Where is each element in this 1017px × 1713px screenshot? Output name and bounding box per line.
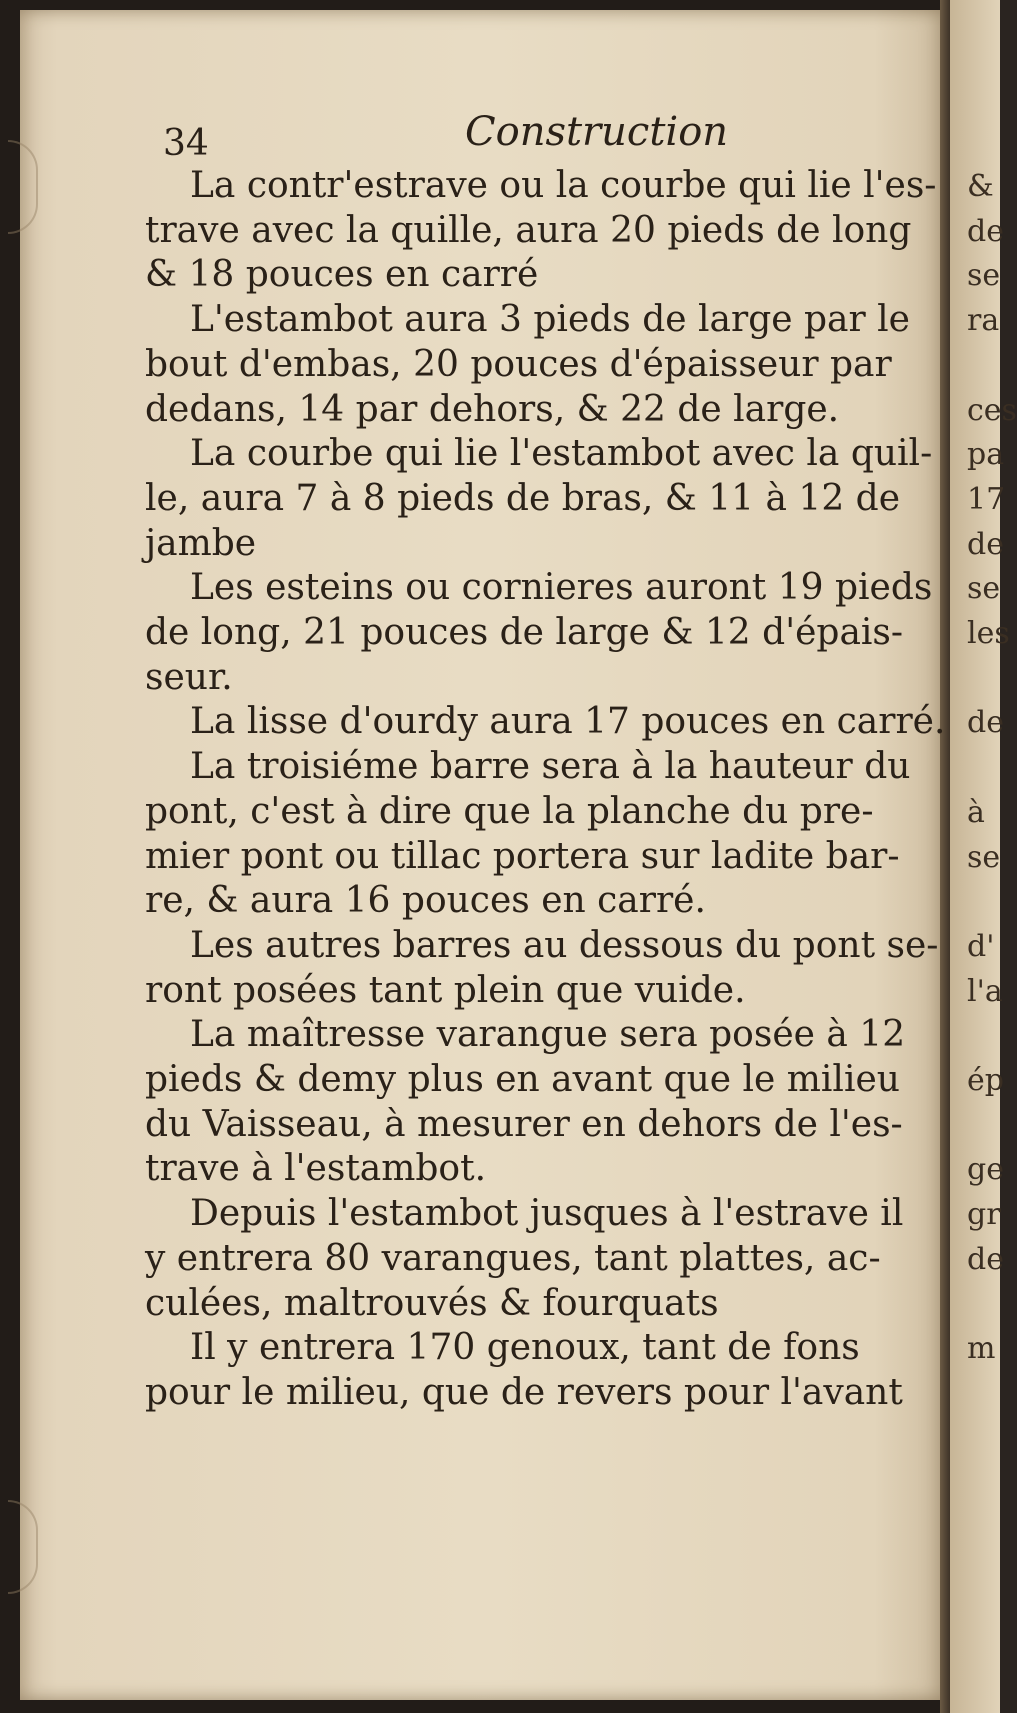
- right-page-fragment: [967, 1014, 1017, 1059]
- right-page-fragment: de: [967, 1241, 1004, 1277]
- right-page-fragments: [967, 165, 1017, 1372]
- text-line: Depuis l'estambot jusques à l'estrave il: [190, 1193, 904, 1235]
- paragraph: [145, 745, 935, 924]
- paragraph: [145, 924, 939, 1013]
- paragraph: [145, 1192, 935, 1326]
- text-line: Les esteins ou cornieres auront 19 pieds: [190, 567, 933, 609]
- text-line: & 18 pouces en carré: [145, 254, 539, 296]
- text-line: du Vaisseau, à mesurer en dehors de l'es-: [145, 1103, 903, 1145]
- paragraph: [145, 566, 935, 700]
- right-page-fragment: &: [967, 169, 994, 204]
- right-page-fragment: pa: [967, 437, 1005, 473]
- right-page-fragment: de: [967, 705, 1004, 741]
- page-header: [145, 110, 935, 164]
- text-line: Les autres barres au dessous du pont se-: [190, 924, 939, 966]
- right-page-fragment: d': [967, 928, 995, 964]
- paragraph: [145, 432, 935, 566]
- text-line: L'estambot aura 3 pieds de large par le: [190, 299, 910, 341]
- paragraph: [145, 700, 946, 745]
- text-line: La contr'estrave ou la courbe qui lie l'es-: [190, 165, 937, 206]
- paragraph: [145, 164, 935, 298]
- right-page-fragment: de: [967, 526, 1004, 562]
- right-page-fragment: [967, 657, 1017, 702]
- text-line: mier pont ou tillac portera sur ladite bar-: [145, 835, 900, 877]
- paragraph: [145, 298, 935, 432]
- text-line: ront posées tant plein que vuide.: [145, 969, 746, 1011]
- right-page-fragment: ces: [967, 392, 1017, 428]
- page-text-block: [145, 109, 946, 1416]
- text-line: seur.: [145, 656, 233, 698]
- right-page-fragment: [967, 880, 1017, 925]
- text-line: trave à l'estambot.: [145, 1148, 487, 1190]
- right-page-fragment: [967, 344, 1017, 389]
- right-page-fragment: [967, 1104, 1017, 1149]
- right-page-fragment: [967, 746, 1017, 791]
- paragraphs: [145, 164, 946, 1416]
- text-line: bout d'embas, 20 pouces d'épaisseur par: [145, 343, 892, 385]
- text-line: Il y entrera 170 genoux, tant de fons: [190, 1327, 860, 1369]
- text-line: de long, 21 pouces de large & 12 d'épais-: [145, 612, 904, 654]
- right-page-fragment: [967, 1283, 1017, 1328]
- page-number: 34: [163, 123, 209, 164]
- right-page-fragment: se: [967, 258, 1001, 294]
- right-page-fragment: à: [967, 794, 985, 830]
- text-line: jambe: [145, 522, 257, 564]
- text-line: pieds & demy plus en avant que le milieu: [145, 1059, 900, 1101]
- right-page-fragment: 17: [967, 481, 1006, 517]
- text-line: La lisse d'ourdy aura 17 pouces en carré.: [190, 701, 946, 743]
- text-line: La troisiéme barre sera à la hauteur du: [190, 746, 911, 788]
- right-page-fragment: se: [967, 839, 1001, 875]
- right-page-fragment: m: [967, 1331, 996, 1367]
- text-line: La courbe qui lie l'estambot avec la quil-: [190, 433, 933, 475]
- right-page-fragment: les: [967, 616, 1010, 652]
- right-page-fragment: gr: [967, 1197, 1001, 1233]
- text-line: dedans, 14 par dehors, & 22 de large.: [145, 388, 840, 430]
- right-page-fragment: ra: [967, 303, 1000, 339]
- text-line: culées, maltrouvés & fourquats: [145, 1282, 719, 1324]
- text-line: trave avec la quille, aura 20 pieds de long: [145, 209, 912, 251]
- right-page-fragment: de: [967, 213, 1004, 249]
- text-line: y entrera 80 varangues, tant plattes, ac-: [145, 1237, 881, 1279]
- paragraph: [145, 1013, 935, 1192]
- text-line: re, & aura 16 pouces en carré.: [145, 880, 706, 922]
- paragraph: [145, 1326, 935, 1415]
- text-line: La maîtresse varangue sera posée à 12: [190, 1014, 906, 1056]
- right-page-fragment: l'a: [967, 973, 1003, 1009]
- right-page-fragment: ge: [967, 1152, 1004, 1188]
- right-page-fragment: se: [967, 571, 1001, 607]
- text-line: pour le milieu, que de revers pour l'avant: [145, 1371, 903, 1413]
- text-line: pont, c'est à dire que la planche du pre-: [145, 790, 874, 832]
- text-line: le, aura 7 à 8 pieds de bras, & 11 à 12 de: [145, 477, 901, 519]
- running-head: Construction: [465, 109, 729, 155]
- right-page-fragment: ép: [967, 1063, 1004, 1099]
